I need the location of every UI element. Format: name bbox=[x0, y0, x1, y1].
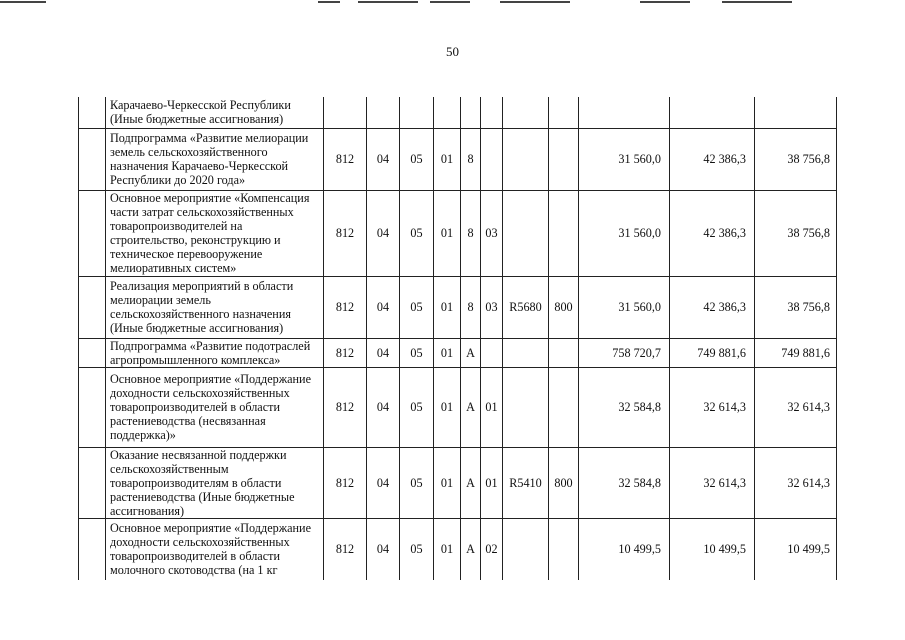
row-number-cell bbox=[79, 518, 106, 580]
subsection-code-cell bbox=[400, 97, 434, 128]
item-name-cell: Основное мероприятие «Компенсация части затрат сельскохозяйственных товаропроизводителей на строительство, реконструкцию и техническое перевооружение мелиоративных систем» bbox=[106, 190, 324, 276]
amount-year-3-cell: 38 756,8 bbox=[755, 128, 837, 190]
amount-year-1-cell: 31 560,0 bbox=[579, 276, 670, 338]
row-number-cell bbox=[79, 97, 106, 128]
expense-direction-cell: R5410 bbox=[503, 447, 549, 518]
amount-year-3-cell bbox=[755, 97, 837, 128]
row-number-cell bbox=[79, 276, 106, 338]
row-number-cell bbox=[79, 128, 106, 190]
item-name-cell: Карачаево-Черкесской Республики (Иные бюджетные ассигнования) bbox=[106, 97, 324, 128]
row-number-cell bbox=[79, 447, 106, 518]
item-name-cell: Подпрограмма «Развитие мелиорации земель сельскохозяйственного назначения Карачаево-Черкесской Республики до 2020 года» bbox=[106, 128, 324, 190]
amount-year-1-cell: 32 584,8 bbox=[579, 367, 670, 447]
expense-type-cell bbox=[549, 190, 579, 276]
amount-year-1-cell: 31 560,0 bbox=[579, 128, 670, 190]
table-row bbox=[79, 447, 837, 518]
item-name-cell: Оказание несвязанной поддержки сельскохозяйственным товаропроизводителям в области растениеводства (Иные бюджетные ассигнования) bbox=[106, 447, 324, 518]
event-code-cell bbox=[481, 338, 503, 367]
amount-year-2-cell: 32 614,3 bbox=[670, 367, 755, 447]
program-code-cell: 01 bbox=[434, 128, 461, 190]
amount-year-2-cell bbox=[670, 97, 755, 128]
ministry-code-cell: 812 bbox=[324, 338, 367, 367]
ministry-code-cell: 812 bbox=[324, 128, 367, 190]
amount-year-3-cell: 10 499,5 bbox=[755, 518, 837, 580]
program-code-cell: 01 bbox=[434, 367, 461, 447]
subprogram-code-cell: 8 bbox=[461, 128, 481, 190]
amount-year-1-cell: 31 560,0 bbox=[579, 190, 670, 276]
subsection-code-cell: 05 bbox=[400, 338, 434, 367]
subsection-code-cell: 05 bbox=[400, 518, 434, 580]
event-code-cell: 01 bbox=[481, 447, 503, 518]
expense-direction-cell bbox=[503, 190, 549, 276]
event-code-cell: 03 bbox=[481, 276, 503, 338]
expense-type-cell bbox=[549, 367, 579, 447]
table-body bbox=[79, 97, 837, 580]
ministry-code-cell: 812 bbox=[324, 190, 367, 276]
amount-year-1-cell: 32 584,8 bbox=[579, 447, 670, 518]
table-row bbox=[79, 97, 837, 128]
event-code-cell: 03 bbox=[481, 190, 503, 276]
expense-type-cell bbox=[549, 338, 579, 367]
subprogram-code-cell: 8 bbox=[461, 190, 481, 276]
amount-year-2-cell: 10 499,5 bbox=[670, 518, 755, 580]
table-row bbox=[79, 338, 837, 367]
table-row bbox=[79, 367, 837, 447]
expense-direction-cell bbox=[503, 518, 549, 580]
budget-table bbox=[78, 97, 837, 580]
amount-year-1-cell: 758 720,7 bbox=[579, 338, 670, 367]
scan-artifact-line bbox=[0, 1, 905, 3]
section-code-cell: 04 bbox=[367, 190, 400, 276]
amount-year-2-cell: 42 386,3 bbox=[670, 128, 755, 190]
section-code-cell bbox=[367, 97, 400, 128]
subprogram-code-cell: А bbox=[461, 447, 481, 518]
expense-direction-cell bbox=[503, 367, 549, 447]
expense-type-cell bbox=[549, 97, 579, 128]
item-name-cell: Подпрограмма «Развитие подотраслей агропромышленного комплекса» bbox=[106, 338, 324, 367]
expense-direction-cell bbox=[503, 338, 549, 367]
ministry-code-cell: 812 bbox=[324, 518, 367, 580]
subsection-code-cell: 05 bbox=[400, 447, 434, 518]
ministry-code-cell: 812 bbox=[324, 276, 367, 338]
subprogram-code-cell: 8 bbox=[461, 276, 481, 338]
subsection-code-cell: 05 bbox=[400, 190, 434, 276]
amount-year-2-cell: 32 614,3 bbox=[670, 447, 755, 518]
expense-direction-cell: R5680 bbox=[503, 276, 549, 338]
subprogram-code-cell: А bbox=[461, 518, 481, 580]
section-code-cell: 04 bbox=[367, 518, 400, 580]
table-row bbox=[79, 518, 837, 580]
page-number: 50 bbox=[446, 44, 459, 59]
subprogram-code-cell: А bbox=[461, 338, 481, 367]
amount-year-3-cell: 38 756,8 bbox=[755, 276, 837, 338]
row-number-cell bbox=[79, 338, 106, 367]
event-code-cell: 02 bbox=[481, 518, 503, 580]
ministry-code-cell: 812 bbox=[324, 367, 367, 447]
section-code-cell: 04 bbox=[367, 128, 400, 190]
expense-direction-cell bbox=[503, 128, 549, 190]
amount-year-3-cell: 32 614,3 bbox=[755, 447, 837, 518]
ministry-code-cell: 812 bbox=[324, 447, 367, 518]
table-row bbox=[79, 276, 837, 338]
program-code-cell: 01 bbox=[434, 190, 461, 276]
item-name-cell: Реализация мероприятий в области мелиорации земель сельскохозяйственного назначения (Иные бюджетные ассигнования) bbox=[106, 276, 324, 338]
amount-year-3-cell: 749 881,6 bbox=[755, 338, 837, 367]
row-number-cell bbox=[79, 367, 106, 447]
event-code-cell bbox=[481, 97, 503, 128]
program-code-cell: 01 bbox=[434, 276, 461, 338]
table-row bbox=[79, 128, 837, 190]
subprogram-code-cell bbox=[461, 97, 481, 128]
amount-year-3-cell: 32 614,3 bbox=[755, 367, 837, 447]
program-code-cell bbox=[434, 97, 461, 128]
program-code-cell: 01 bbox=[434, 338, 461, 367]
expense-type-cell bbox=[549, 518, 579, 580]
section-code-cell: 04 bbox=[367, 447, 400, 518]
subsection-code-cell: 05 bbox=[400, 276, 434, 338]
amount-year-2-cell: 749 881,6 bbox=[670, 338, 755, 367]
amount-year-2-cell: 42 386,3 bbox=[670, 190, 755, 276]
subprogram-code-cell: А bbox=[461, 367, 481, 447]
program-code-cell: 01 bbox=[434, 518, 461, 580]
row-number-cell bbox=[79, 190, 106, 276]
subsection-code-cell: 05 bbox=[400, 128, 434, 190]
expense-type-cell: 800 bbox=[549, 276, 579, 338]
item-name-cell: Основное мероприятие «Поддержание доходности сельскохозяйственных товаропроизводителей в области растениеводства (несвязанная поддержка)» bbox=[106, 367, 324, 447]
section-code-cell: 04 bbox=[367, 338, 400, 367]
expense-type-cell bbox=[549, 128, 579, 190]
subsection-code-cell: 05 bbox=[400, 367, 434, 447]
item-name-cell: Основное мероприятие «Поддержание доходности сельскохозяйственных товаропроизводителей в области молочного скотоводства (на 1 кг bbox=[106, 518, 324, 580]
expense-direction-cell bbox=[503, 97, 549, 128]
amount-year-1-cell: 10 499,5 bbox=[579, 518, 670, 580]
amount-year-1-cell bbox=[579, 97, 670, 128]
amount-year-3-cell: 38 756,8 bbox=[755, 190, 837, 276]
amount-year-2-cell: 42 386,3 bbox=[670, 276, 755, 338]
program-code-cell: 01 bbox=[434, 447, 461, 518]
event-code-cell bbox=[481, 128, 503, 190]
section-code-cell: 04 bbox=[367, 367, 400, 447]
section-code-cell: 04 bbox=[367, 276, 400, 338]
table-row bbox=[79, 190, 837, 276]
expense-type-cell: 800 bbox=[549, 447, 579, 518]
ministry-code-cell bbox=[324, 97, 367, 128]
event-code-cell: 01 bbox=[481, 367, 503, 447]
